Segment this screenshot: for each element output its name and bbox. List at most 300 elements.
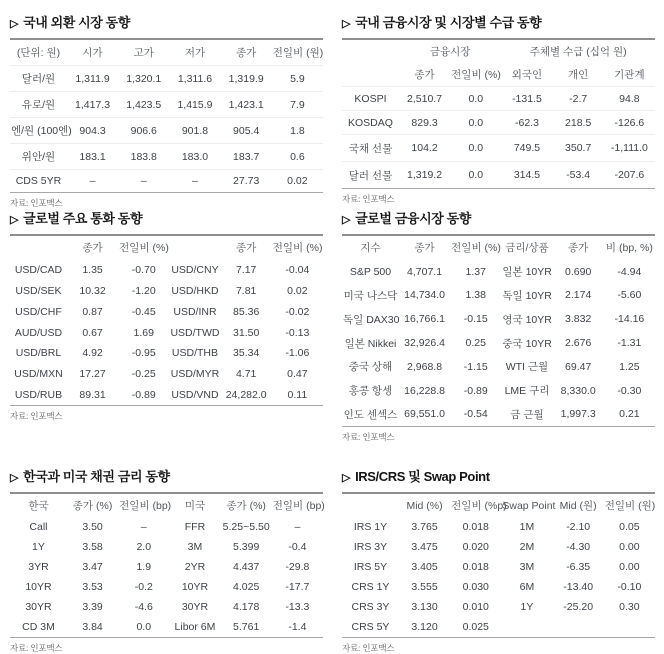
table-row bbox=[342, 597, 655, 617]
table-cell: CRS 5Y bbox=[351, 621, 390, 633]
table-row bbox=[10, 301, 323, 322]
table-cell: 1,319.2 bbox=[399, 162, 450, 189]
table-cell: 1.8 bbox=[272, 118, 323, 144]
table-cell: 10YR bbox=[181, 581, 209, 593]
table-cell: -0.70 bbox=[131, 264, 156, 277]
table-cell: -0.89 bbox=[463, 384, 488, 397]
table-cell: -0.15 bbox=[463, 313, 488, 326]
table-cell: 홍콩 항셍 bbox=[348, 385, 393, 398]
table-row bbox=[342, 331, 655, 355]
table-cell: CDS 5YR bbox=[10, 170, 67, 193]
table-cell: -4.30 bbox=[566, 541, 591, 553]
table-cell: -13.3 bbox=[285, 601, 310, 613]
table-row bbox=[10, 66, 323, 92]
table-cell: -5.60 bbox=[617, 289, 642, 302]
table-cell: 0.030 bbox=[462, 581, 489, 593]
header-row bbox=[10, 235, 323, 260]
table-cell: 0.87 bbox=[82, 305, 103, 318]
header-row bbox=[342, 493, 655, 517]
table-cell: 0.30 bbox=[619, 601, 640, 613]
table-cell: -0.4 bbox=[288, 541, 307, 553]
table-cell: 위안/원 bbox=[10, 144, 67, 170]
section-title bbox=[342, 208, 655, 227]
table-cell: 일본 10YR bbox=[502, 266, 552, 279]
header-row bbox=[342, 235, 655, 260]
table-cell: IRS 5Y bbox=[353, 561, 388, 573]
table-row bbox=[342, 537, 655, 557]
table-cell: -1.20 bbox=[131, 284, 156, 297]
section-title-text: 국내 금융시장 및 시장별 수급 동향 bbox=[355, 15, 542, 30]
header-cell: 전일비 (%) bbox=[119, 242, 169, 255]
table-cell: -1,111.0 bbox=[604, 135, 655, 162]
table-cell: -2.7 bbox=[569, 92, 588, 105]
table-cell: USD/MYR bbox=[170, 368, 220, 381]
table-cell: 183.8 bbox=[118, 144, 169, 170]
section-bond-yields bbox=[10, 460, 323, 654]
table-cell: USD/CHF bbox=[15, 305, 62, 318]
table-row bbox=[10, 322, 323, 343]
table-cell: 1.25 bbox=[619, 360, 640, 373]
table-cell: 3.58 bbox=[82, 541, 103, 553]
header-cell bbox=[342, 63, 399, 87]
bond-yields-table bbox=[10, 492, 323, 638]
table-cell: 2,510.7 bbox=[407, 92, 443, 105]
table-cell: 183.0 bbox=[169, 144, 220, 170]
table-cell: 독일 10YR bbox=[502, 289, 552, 302]
table-cell: 10.32 bbox=[79, 284, 106, 297]
table-cell: 8,330.0 bbox=[560, 384, 596, 397]
table-row bbox=[10, 537, 323, 557]
table-cell: -1.06 bbox=[285, 347, 310, 360]
header-cell: 종가 bbox=[568, 242, 589, 255]
table-cell: 2.174 bbox=[565, 289, 592, 302]
triangle-bullet-icon: ▷ bbox=[342, 214, 351, 226]
table-cell: IRS 3Y bbox=[353, 541, 388, 553]
table-cell: USD/BRL bbox=[15, 347, 62, 360]
table-cell: USD/MXN bbox=[14, 368, 63, 381]
table-cell bbox=[501, 617, 552, 638]
table-row bbox=[10, 364, 323, 385]
section-title bbox=[342, 12, 655, 31]
table-cell: 인도 센섹스 bbox=[343, 408, 398, 421]
header-cell: Swap Point bbox=[502, 499, 556, 512]
table-cell: – bbox=[294, 521, 301, 533]
table-cell: 3.405 bbox=[411, 561, 438, 573]
table-cell: USD/SEK bbox=[15, 284, 62, 297]
table-cell: WTI 근월 bbox=[505, 361, 549, 374]
table-cell: -17.7 bbox=[285, 581, 310, 593]
table-cell: 일본 Nikkei bbox=[344, 337, 397, 350]
table-cell: 16,766.1 bbox=[404, 313, 445, 326]
table-row bbox=[342, 355, 655, 379]
group-header-cell: 주체별 수급 (십억 원) bbox=[529, 46, 627, 58]
table-cell: KOSPI bbox=[354, 92, 387, 105]
section-title-text: IRS/CRS 및 Swap Point bbox=[355, 469, 490, 484]
table-cell: 유로/원 bbox=[10, 92, 67, 118]
table-cell: -4.94 bbox=[617, 265, 642, 278]
table-cell: S&P 500 bbox=[349, 265, 392, 278]
table-row bbox=[10, 597, 323, 617]
table-cell: 3.39 bbox=[82, 601, 103, 613]
table-row bbox=[342, 517, 655, 537]
table-cell: 엔/원 (100엔) bbox=[10, 118, 67, 144]
header-cell: 종가 (%) bbox=[72, 500, 113, 512]
table-row bbox=[342, 577, 655, 597]
table-cell: -4.6 bbox=[134, 601, 153, 613]
table-cell: 4.92 bbox=[82, 347, 103, 360]
table-cell: -2.10 bbox=[566, 521, 591, 533]
table-cell: USD/HKD bbox=[171, 284, 219, 297]
table-cell: CRS 1Y bbox=[351, 581, 390, 593]
table-cell: 1,311.9 bbox=[75, 72, 110, 85]
section-title-text: 글로벌 금융시장 동향 bbox=[355, 211, 471, 226]
triangle-bullet-icon: ▷ bbox=[10, 214, 19, 226]
header-cell: 개인 bbox=[553, 63, 604, 87]
table-cell: -207.6 bbox=[604, 162, 655, 189]
table-cell: -0.04 bbox=[285, 264, 310, 277]
table-row bbox=[342, 402, 655, 426]
section-title bbox=[342, 466, 655, 485]
section-global-currencies bbox=[10, 202, 323, 446]
table-cell: AUD/USD bbox=[14, 326, 63, 339]
group-header-cell bbox=[342, 39, 399, 63]
table-cell: 독일 DAX30 bbox=[343, 313, 400, 326]
table-row bbox=[10, 343, 323, 364]
table-cell: 3.47 bbox=[82, 561, 103, 573]
table-cell: USD/INR bbox=[173, 305, 217, 318]
table-cell: 829.3 bbox=[399, 111, 450, 135]
table-row bbox=[342, 135, 655, 162]
table-cell: 달러/원 bbox=[21, 73, 56, 85]
table-cell: 1.38 bbox=[465, 289, 486, 302]
table-cell: 0.0 bbox=[136, 621, 152, 633]
table-cell bbox=[604, 617, 655, 638]
table-cell: 0.00 bbox=[619, 561, 640, 573]
table-row bbox=[342, 111, 655, 135]
table-cell: 30YR bbox=[25, 601, 52, 613]
table-cell: USD/TWD bbox=[170, 326, 220, 339]
table-cell: -131.5 bbox=[512, 92, 542, 105]
global-markets-table bbox=[342, 234, 655, 427]
table-cell: 85.36 bbox=[233, 305, 260, 318]
triangle-bullet-icon: ▷ bbox=[342, 18, 351, 30]
header-cell: Mid (원) bbox=[559, 500, 597, 512]
table-cell: 달러 선물 bbox=[342, 162, 399, 189]
section-title bbox=[10, 12, 323, 31]
table-cell: 2.676 bbox=[565, 337, 592, 350]
table-cell: 1,415.9 bbox=[169, 92, 220, 118]
table-cell: 0.010 bbox=[462, 601, 489, 613]
header-cell: 외국인 bbox=[501, 63, 552, 87]
header-cell bbox=[169, 235, 220, 260]
header-cell: 저가 bbox=[169, 39, 220, 66]
triangle-bullet-icon: ▷ bbox=[342, 472, 351, 484]
section-title-text: 한국과 미국 채권 금리 동향 bbox=[23, 469, 170, 484]
table-cell: -6.35 bbox=[566, 561, 591, 573]
table-cell: 1.69 bbox=[133, 326, 154, 339]
table-cell: 3.832 bbox=[565, 313, 592, 326]
table-cell: 0.25 bbox=[465, 337, 486, 350]
table-cell: 905.4 bbox=[221, 118, 272, 144]
section-domestic-markets bbox=[342, 6, 655, 202]
table-cell: 4.437 bbox=[233, 561, 260, 573]
group-header-row bbox=[342, 39, 655, 63]
table-cell: 3.84 bbox=[82, 621, 103, 633]
table-cell: 금 근월 bbox=[510, 408, 544, 421]
header-cell: 전일비 (%) bbox=[272, 242, 323, 255]
table-cell: 1.35 bbox=[82, 264, 103, 277]
table-cell: 0.0 bbox=[450, 162, 501, 189]
table-cell: 국채 선물 bbox=[342, 135, 399, 162]
table-row bbox=[342, 379, 655, 403]
table-cell: 0.05 bbox=[619, 521, 640, 533]
header-cell bbox=[10, 235, 67, 260]
table-cell: 35.34 bbox=[233, 347, 260, 360]
table-cell: 1,423.5 bbox=[118, 92, 169, 118]
header-cell: 종가 (%) bbox=[226, 500, 266, 512]
table-cell: 1,417.3 bbox=[67, 92, 118, 118]
table-cell: 4,707.1 bbox=[407, 265, 443, 278]
table-cell: 3.555 bbox=[411, 581, 438, 593]
header-cell: 전일비 (bp) bbox=[272, 500, 325, 512]
table-cell: 16,228.8 bbox=[404, 384, 445, 397]
source-label: 자료: 인포맥스 bbox=[10, 643, 63, 653]
table-cell: -0.45 bbox=[131, 305, 156, 318]
table-cell: 10YR bbox=[25, 581, 52, 593]
table-row bbox=[10, 144, 323, 170]
table-row bbox=[342, 260, 655, 284]
table-cell: 7.17 bbox=[235, 264, 257, 277]
table-cell: -0.2 bbox=[134, 581, 153, 593]
table-cell: 5.25~5.50 bbox=[222, 521, 270, 533]
table-cell: USD/RUB bbox=[14, 388, 63, 401]
header-cell: 시가 bbox=[67, 39, 118, 66]
table-row bbox=[10, 281, 323, 302]
table-cell: 3.53 bbox=[82, 581, 103, 593]
table-cell: -53.4 bbox=[553, 162, 604, 189]
table-cell: 1.9 bbox=[136, 561, 152, 573]
table-cell: 0.020 bbox=[462, 541, 489, 553]
table-cell: -25.20 bbox=[563, 601, 594, 613]
table-cell: 3.765 bbox=[411, 521, 438, 533]
triangle-bullet-icon: ▷ bbox=[10, 472, 19, 484]
domestic-markets-table bbox=[342, 38, 655, 189]
table-cell: 314.5 bbox=[501, 162, 552, 189]
table-row bbox=[342, 284, 655, 308]
table-cell: 31.50 bbox=[233, 326, 260, 339]
table-cell: -1.31 bbox=[617, 337, 642, 350]
table-cell: 0.02 bbox=[272, 170, 323, 193]
table-cell: -0.02 bbox=[285, 305, 310, 318]
table-cell: USD/VND bbox=[171, 388, 219, 401]
header-cell: 종가 bbox=[399, 63, 450, 87]
table-cell: 2YR bbox=[184, 561, 206, 573]
table-cell: 미국 나스닥 bbox=[343, 289, 398, 302]
header-cell: 전일비 (%) bbox=[451, 242, 501, 255]
header-cell: 기관계 bbox=[604, 63, 655, 87]
table-cell: CD 3M bbox=[22, 621, 55, 633]
header-cell: 종가 bbox=[414, 242, 435, 255]
table-row bbox=[10, 577, 323, 597]
table-cell: -13.40 bbox=[563, 581, 594, 593]
header-cell: 미국 bbox=[184, 500, 206, 512]
table-cell: 749.5 bbox=[501, 135, 552, 162]
table-cell: 중국 10YR bbox=[502, 337, 552, 350]
table-cell: 901.8 bbox=[169, 118, 220, 144]
section-title bbox=[10, 466, 323, 485]
table-row bbox=[10, 617, 323, 638]
table-row bbox=[10, 118, 323, 144]
header-cell: 종가 bbox=[236, 242, 257, 255]
table-cell: 1Y bbox=[32, 541, 45, 553]
table-cell: 14,734.0 bbox=[404, 289, 445, 302]
header-cell: 종가 bbox=[82, 242, 103, 255]
table-cell: 2M bbox=[519, 541, 535, 553]
table-cell: 3.130 bbox=[411, 601, 438, 613]
table-cell: -62.3 bbox=[501, 111, 552, 135]
table-cell: 1,997.3 bbox=[560, 408, 596, 421]
table-cell: 69.47 bbox=[565, 360, 592, 373]
table-cell: 0.67 bbox=[82, 326, 103, 339]
table-cell: 0.0 bbox=[450, 111, 501, 135]
table-cell: 영국 10YR bbox=[502, 313, 552, 326]
section-title bbox=[10, 208, 323, 227]
group-header-cell: 금융시장 bbox=[429, 46, 471, 58]
table-cell: 0.00 bbox=[619, 541, 640, 553]
table-row bbox=[10, 517, 323, 537]
table-row bbox=[10, 557, 323, 577]
table-cell: FFR bbox=[184, 521, 206, 533]
table-cell: 1,319.9 bbox=[228, 72, 264, 85]
table-cell: 3YR bbox=[28, 561, 49, 573]
table-cell: 1Y bbox=[520, 601, 534, 613]
table-row bbox=[342, 557, 655, 577]
table-cell: 183.1 bbox=[67, 144, 118, 170]
table-cell: -0.95 bbox=[131, 347, 156, 360]
table-row bbox=[342, 162, 655, 189]
table-cell: 0.0 bbox=[468, 92, 484, 105]
header-cell: 전일비 (%) bbox=[450, 63, 501, 87]
table-cell: Call bbox=[29, 521, 48, 533]
table-cell: IRS 1Y bbox=[353, 521, 388, 533]
table-cell: 69,551.0 bbox=[404, 408, 445, 421]
table-cell: CRS 3Y bbox=[351, 601, 390, 613]
table-cell: 0.690 bbox=[565, 265, 592, 278]
irs-crs-swap-table bbox=[342, 492, 655, 638]
table-cell: -0.30 bbox=[617, 384, 642, 397]
table-row bbox=[342, 87, 655, 111]
table-cell: 1M bbox=[519, 521, 535, 533]
table-cell: 0.018 bbox=[462, 521, 489, 533]
table-cell: 5.761 bbox=[233, 621, 260, 633]
header-cell: 지수 bbox=[360, 242, 381, 255]
table-cell: 904.3 bbox=[67, 118, 118, 144]
table-cell: -29.8 bbox=[285, 561, 310, 573]
table-cell: -1.4 bbox=[288, 621, 307, 633]
table-cell: 0.21 bbox=[619, 408, 640, 421]
table-cell: 183.7 bbox=[221, 144, 272, 170]
table-cell: 30YR bbox=[181, 601, 209, 613]
table-cell: 0.0 bbox=[450, 135, 501, 162]
table-row bbox=[342, 617, 655, 638]
header-cell: 한국 bbox=[28, 500, 49, 512]
table-cell: 24,282.0 bbox=[225, 388, 267, 401]
header-row bbox=[342, 63, 655, 87]
header-row bbox=[10, 493, 323, 517]
global-currencies-table bbox=[10, 234, 323, 406]
source-label: 자료: 인포맥스 bbox=[10, 198, 63, 208]
table-cell: 2.0 bbox=[136, 541, 152, 553]
table-cell: 1.37 bbox=[465, 265, 486, 278]
table-row bbox=[10, 260, 323, 281]
table-cell: 4.71 bbox=[235, 368, 257, 381]
header-cell: 전일비 (bp) bbox=[119, 500, 172, 512]
table-cell: 4.025 bbox=[233, 581, 260, 593]
header-cell: 종가 bbox=[221, 39, 272, 66]
table-cell: 6M bbox=[519, 581, 535, 593]
table-cell: -14.16 bbox=[614, 313, 645, 326]
table-cell: USD/CAD bbox=[14, 264, 63, 277]
table-row bbox=[10, 92, 323, 118]
table-cell: 3.475 bbox=[411, 541, 438, 553]
table-cell: -126.6 bbox=[604, 111, 655, 135]
section-domestic-fx bbox=[10, 6, 324, 208]
header-cell: 전일비 (원) bbox=[604, 500, 656, 512]
table-cell: LME 구리 bbox=[504, 385, 550, 398]
header-cell: 비 (bp, %) bbox=[605, 242, 653, 255]
source-label: 자료: 인포맥스 bbox=[10, 411, 63, 422]
table-cell: Libor 6M bbox=[174, 621, 216, 633]
table-cell: -0.54 bbox=[463, 408, 488, 421]
table-cell: 5.399 bbox=[233, 541, 260, 553]
table-cell: 906.6 bbox=[118, 118, 169, 144]
table-row bbox=[342, 307, 655, 331]
table-cell: 350.7 bbox=[553, 135, 604, 162]
table-cell: 89.31 bbox=[79, 388, 106, 401]
section-title-text: 국내 외환 시장 동향 bbox=[23, 15, 130, 30]
table-cell: 1,423.1 bbox=[221, 92, 272, 118]
table-cell: 3M bbox=[519, 561, 535, 573]
header-cell: 고가 bbox=[118, 39, 169, 66]
table-row bbox=[10, 384, 323, 405]
header-cell: 전일비 (원) bbox=[272, 39, 323, 66]
table-cell: 104.2 bbox=[399, 135, 450, 162]
source-label: 자료: 인포맥스 bbox=[342, 194, 395, 204]
table-cell: – bbox=[140, 521, 147, 533]
table-cell: USD/THB bbox=[171, 347, 218, 360]
table-row bbox=[10, 170, 323, 193]
table-cell: KOSDAQ bbox=[342, 111, 399, 135]
table-cell: 0.47 bbox=[287, 368, 308, 381]
domestic-fx-table bbox=[10, 38, 323, 193]
section-irs-crs-swap bbox=[342, 460, 655, 654]
table-cell: -0.10 bbox=[617, 581, 642, 593]
table-cell: 4.178 bbox=[233, 601, 260, 613]
table-cell: 0.018 bbox=[462, 561, 489, 573]
table-cell: 7.81 bbox=[235, 284, 257, 297]
table-cell: 0.025 bbox=[462, 621, 489, 633]
table-cell: 17.27 bbox=[79, 368, 106, 381]
table-cell: 27.73 bbox=[221, 170, 272, 193]
table-cell: 0.11 bbox=[287, 388, 308, 401]
header-cell bbox=[342, 493, 399, 517]
table-cell: 중국 상해 bbox=[348, 361, 393, 374]
table-cell: 2,968.8 bbox=[407, 360, 443, 373]
table-cell: 32,926.4 bbox=[404, 337, 445, 350]
table-cell: USD/CNY bbox=[171, 264, 219, 277]
table-cell: – bbox=[67, 170, 118, 193]
table-cell: -0.25 bbox=[131, 368, 156, 381]
